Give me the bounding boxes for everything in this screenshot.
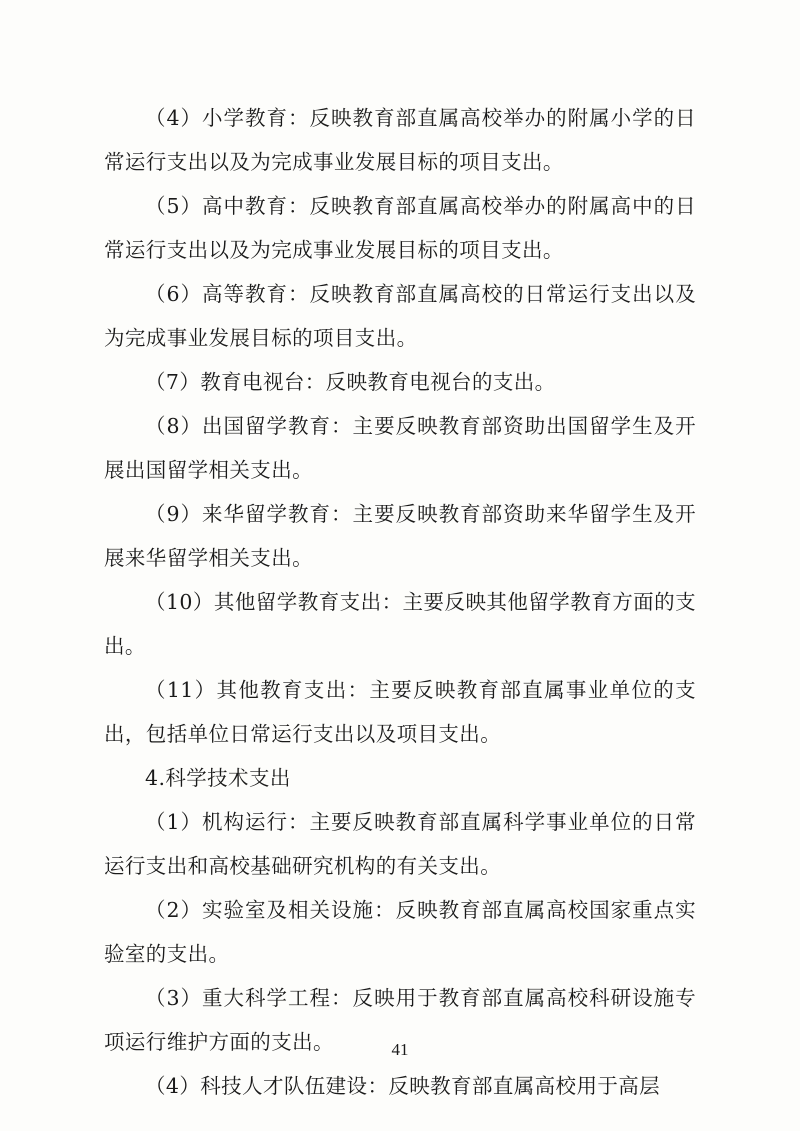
page-number: 41 — [391, 1040, 409, 1059]
paragraph: （10）其他留学教育支出：主要反映其他留学教育方面的支出。 — [104, 590, 696, 658]
paragraph: （7）教育电视台：反映教育电视台的支出。 — [145, 370, 556, 394]
paragraph: （9）来华留学教育：主要反映教育部资助来华留学生及开展来华留学相关支出。 — [104, 502, 696, 570]
paragraph: （8）出国留学教育：主要反映教育部资助出国留学生及开展出国留学相关支出。 — [104, 414, 696, 482]
paragraph: （1）机构运行：主要反映教育部直属科学事业单位的日常运行支出和高校基础研究机构的有关支出。 — [104, 810, 696, 878]
paragraph: （5）高中教育：反映教育部直属高校举办的附属高中的日常运行支出以及为完成事业发展目标的项目支出。 — [104, 194, 696, 262]
paragraph: （11）其他教育支出：主要反映教育部直属事业单位的支出，包括单位日常运行支出以及项目支出。 — [104, 678, 696, 746]
paragraph: （4）小学教育：反映教育部直属高校举办的附属小学的日常运行支出以及为完成事业发展目标的项目支出。 — [104, 106, 696, 174]
document-body — [104, 96, 696, 1108]
paragraph: （4）科技人才队伍建设：反映教育部直属高校用于高层 — [145, 1074, 661, 1098]
paragraph: （6）高等教育：反映教育部直属高校的日常运行支出以及为完成事业发展目标的项目支出。 — [104, 282, 696, 350]
section-heading: 4.科学技术支出 — [145, 766, 291, 790]
paragraph: （2）实验室及相关设施：反映教育部直属高校国家重点实验室的支出。 — [104, 898, 696, 966]
paragraph: （3）重大科学工程：反映用于教育部直属高校科研设施专项运行维护方面的支出。 — [104, 986, 696, 1054]
